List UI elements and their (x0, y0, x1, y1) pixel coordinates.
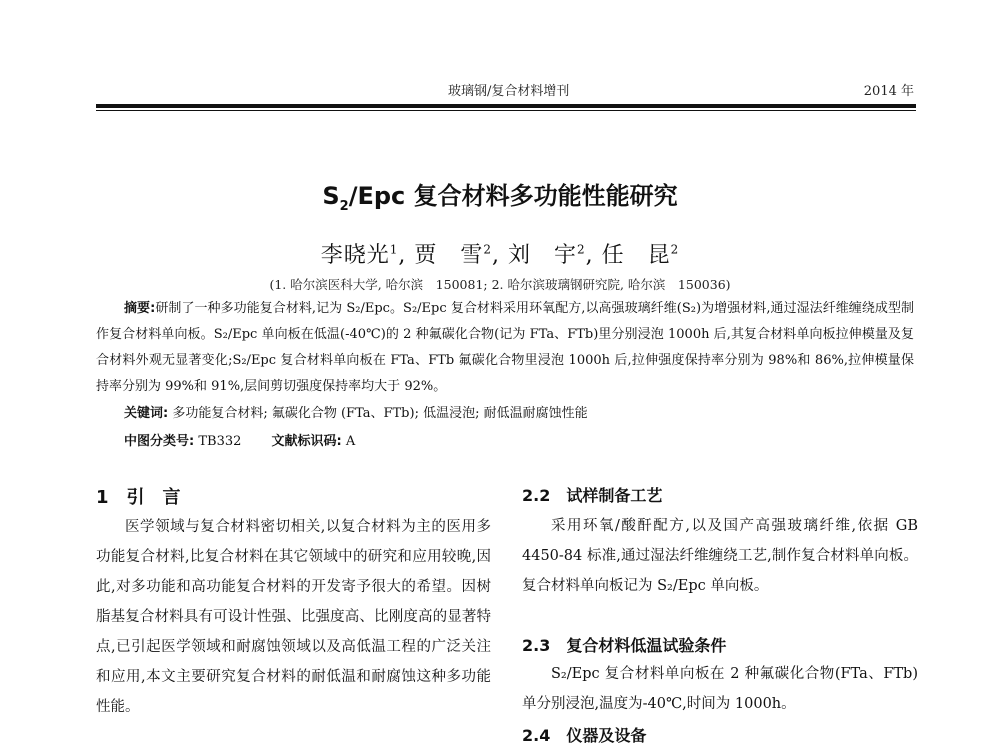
section-heading-2-3: 2.3 复合材料低温试验条件 (522, 636, 727, 655)
section-2-3-body: S₂/Epc 复合材料单向板在 2 种氟碳化合物(FTa、FTb)单分别浸泡,温度为-40℃,时间为 1000h。 (522, 666, 918, 712)
section-heading-2-2: 2.2 试样制备工艺 (522, 486, 663, 505)
author-list: 李晓光$^1$, 贾 雪$^2$, 刘 宇$^2$, 任 昆$^2$ (320, 242, 680, 268)
author-name: 李晓光 (320, 243, 390, 268)
section-2-2-body: 采用环氧/酸酐配方,以及国产高强玻璃纤维,依据 GB 4450-84 标准,通过湿法纤维缠绕工艺,制作复合材料单向板。复合材料单向板记为 S₂/Epc 单向板。 (522, 518, 918, 594)
author-affiliation-mark: 2 (577, 242, 586, 257)
title-subscript: 2 (339, 198, 349, 214)
doc-code-value: A (345, 434, 356, 449)
keywords (124, 402, 588, 421)
author-affiliation-mark: 2 (670, 242, 680, 257)
running-header (96, 80, 914, 104)
section-heading-2-4: 2.4 仪器及设备 (522, 726, 647, 745)
author-name: 贾 雪 (414, 243, 484, 268)
title-rest: /Epc 复合材料多功能性能研究 (348, 182, 678, 210)
clc-label: 中图分类号: (124, 434, 195, 449)
doc-code-label: 文献标识码: (271, 434, 342, 449)
author-name: 刘 宇 (508, 243, 578, 268)
section-introduction-body: 医学领域与复合材料密切相关,以复合材料为主的医用多功能复合材料,比复合材料在其它领域中的研究和应用较晚,因此,对多功能和高功能复合材料的开发寄予很大的希望。因树脂基复合材料具有可设计性强、比强度高、比刚度高的显著特点,已引起医学领域和耐腐蚀领域以及高低温工程的广泛关注和应用,本文主要研究复合材料的耐低温和耐腐蚀这种多功能性能。 (96, 519, 491, 715)
header-rule-thick (96, 104, 916, 108)
clc-value: TB332 (198, 434, 242, 449)
abstract-text: 研制了一种多功能复合材料,记为 S₂/Epc。S₂/Epc 复合材料采用环氧配方,以高强玻璃纤维(S₂)为增强材料,通过湿法纤维缠绕成型制作复合材料单向板。S₂/Epc 单向板在低温(-40℃)的 2 种氟碳化合物(记为 FTa、FTb)里分别浸泡 1000h 后,其复合材料单向板拉伸模量及复合材料外观无显著变化;S₂/Epc 复合材料单向板在 FTa、FTb 氟碳化合物里浸泡 1000h 后,拉伸强度保持率分别为 98%和 86%,拉伸模量保持率分别为 99%和 91%,层间剪切强度保持率均大于 92%。 (96, 301, 914, 394)
author-affiliation-mark: 2 (483, 242, 492, 257)
section-heading-introduction: 1 引 言 (96, 487, 181, 508)
abstract (96, 296, 914, 400)
journal-name: 玻璃钢/复合材料增刊 (448, 84, 570, 99)
keywords-text: 多功能复合材料; 氟碳化合物 (FTa、FTb); 低温浸泡; 耐低温耐腐蚀性能 (172, 406, 588, 421)
abstract-label: 摘要: (124, 301, 156, 316)
paper-title (0, 176, 1000, 214)
classification-line (124, 430, 355, 449)
journal-year: 2014 年 (863, 84, 914, 99)
title-prefix: S (322, 182, 340, 210)
keywords-label: 关键词: (124, 406, 169, 421)
author-name: 任 昆 (601, 243, 671, 268)
author-affiliation-mark: 1 (389, 242, 399, 257)
header-rule-thin (96, 110, 916, 111)
affiliations: (1. 哈尔滨医科大学, 哈尔滨 150081; 2. 哈尔滨玻璃钢研究院, 哈尔滨 150036) (269, 277, 731, 292)
